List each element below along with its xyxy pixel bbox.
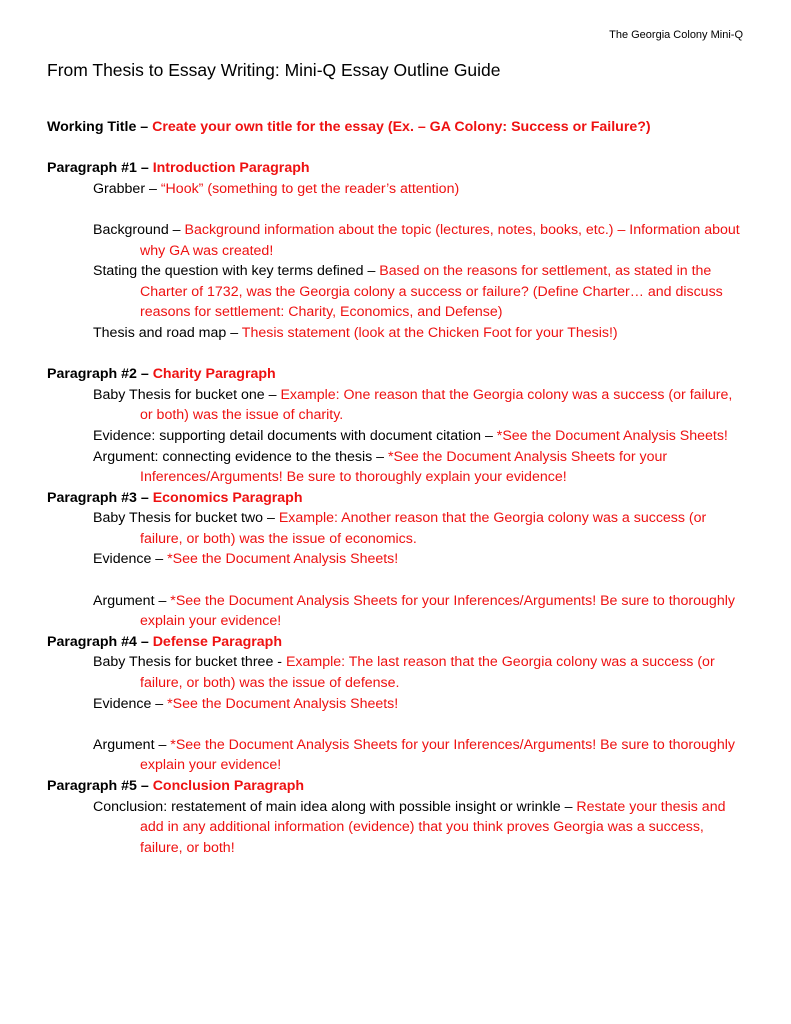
item-text: *See the Document Analysis Sheets! xyxy=(167,551,399,568)
outline-item-evidence xyxy=(47,426,747,447)
item-label: Stating the question with key terms defined – xyxy=(93,263,380,280)
paragraph-2-heading xyxy=(47,364,747,385)
outline-item-conclusion xyxy=(47,797,747,859)
item-text: Example: One reason that the Georgia colony was a success (or failure, or both) was the issue of charity. xyxy=(140,386,733,424)
item-text: Example: Another reason that the Georgia colony was a success (or failure, or both) was the issue of economics. xyxy=(140,510,707,547)
item-text: *See the Document Analysis Sheets! xyxy=(496,427,728,444)
paragraph-name: Economics Paragraph xyxy=(152,489,303,506)
outline-item-thesis xyxy=(47,323,747,344)
outline-item-evidence xyxy=(47,549,747,570)
outline-item-background xyxy=(47,220,747,261)
outline-content xyxy=(47,117,747,858)
paragraph-name: Introduction Paragraph xyxy=(152,160,310,177)
outline-item-baby-thesis xyxy=(47,385,747,426)
item-label: Baby Thesis for bucket three - xyxy=(93,654,286,671)
item-text: Based on the reasons for settlement, as stated in the Charter of 1732, was the Georgia colony a success or failure? (Define Charter… and discuss reasons for settlement: Charity, Economics, and Defense) xyxy=(140,263,723,321)
item-label: Argument – xyxy=(93,592,171,609)
document-title: From Thesis to Essay Writing: Mini-Q Essay Outline Guide xyxy=(47,60,501,80)
outline-item-baby-thesis xyxy=(47,652,747,693)
paragraph-label: Paragraph #5 – xyxy=(47,778,153,794)
working-title-line xyxy=(47,117,747,138)
item-label: Thesis and road map – xyxy=(93,324,242,341)
paragraph-label: Paragraph #2 – xyxy=(47,366,153,383)
paragraph-5-heading xyxy=(47,776,747,797)
item-label: Grabber – xyxy=(93,180,161,197)
paragraph-name: Conclusion Paragraph xyxy=(152,778,305,794)
paragraph-name: Defense Paragraph xyxy=(152,633,283,650)
item-label: Evidence: supporting detail documents with document citation – xyxy=(93,427,497,444)
working-title-label: Working Title – xyxy=(47,119,153,135)
paragraph-label: Paragraph #4 – xyxy=(47,633,153,650)
outline-item-baby-thesis xyxy=(47,508,747,549)
item-text: Example: The last reason that the Georgia colony was a success (or failure, or both) was the issue of defense. xyxy=(140,654,715,692)
running-header: The Georgia Colony Mini-Q xyxy=(609,29,743,41)
item-text: *See the Document Analysis Sheets for your Inferences/Arguments! Be sure to thoroughly explain your evidence! xyxy=(140,736,735,774)
outline-item-grabber xyxy=(47,179,747,200)
item-label: Baby Thesis for bucket one – xyxy=(93,386,281,403)
item-label: Argument: connecting evidence to the thesis – xyxy=(93,448,388,465)
item-label: Baby Thesis for bucket two – xyxy=(93,510,279,527)
outline-item-evidence xyxy=(47,694,747,715)
item-text: *See the Document Analysis Sheets for your Inferences/Arguments! Be sure to thoroughly explain your evidence! xyxy=(140,592,735,630)
outline-item-argument xyxy=(47,591,747,632)
item-label: Evidence – xyxy=(93,695,168,712)
paragraph-label: Paragraph #3 – xyxy=(47,489,153,506)
paragraph-3-heading xyxy=(47,488,747,509)
paragraph-name: Charity Paragraph xyxy=(152,366,276,383)
working-title-text: Create your own title for the essay (Ex. – GA Colony: Success or Failure?) xyxy=(152,119,651,135)
item-text: “Hook” (something to get the reader’s attention) xyxy=(160,180,460,197)
outline-item-argument xyxy=(47,735,747,776)
paragraph-label: Paragraph #1 – xyxy=(47,160,153,177)
item-text: Background information about the topic (lectures, notes, books, etc.) – Information about why GA was created! xyxy=(140,221,740,259)
outline-item-argument xyxy=(47,447,747,488)
paragraph-1-heading xyxy=(47,158,747,179)
paragraph-4-heading xyxy=(47,632,747,653)
item-label: Evidence – xyxy=(93,551,168,568)
item-label: Argument – xyxy=(93,736,171,753)
item-text: *See the Document Analysis Sheets for your Inferences/Arguments! Be sure to thoroughly explain your evidence! xyxy=(140,448,668,486)
item-text: *See the Document Analysis Sheets! xyxy=(167,695,399,712)
outline-item-question xyxy=(47,261,747,323)
item-text: Restate your thesis and add in any additional information (evidence) that you think proves Georgia was a success, failure, or both! xyxy=(140,798,726,856)
item-label: Background – xyxy=(93,221,185,238)
item-text: Thesis statement (look at the Chicken Foot for your Thesis!) xyxy=(241,324,618,341)
item-label: Conclusion: restatement of main idea along with possible insight or wrinkle – xyxy=(93,798,577,815)
